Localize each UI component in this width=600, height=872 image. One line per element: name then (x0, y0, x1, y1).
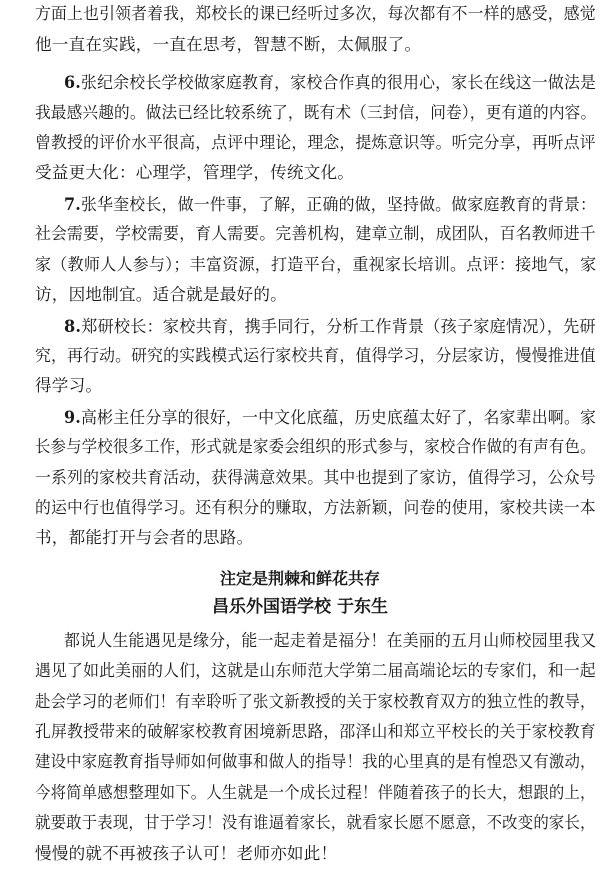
paragraph-line: 就要敢于表现，甘于学习！没有谁逼着家长，就看家长愿不愿意，不改变的家长， (35, 813, 596, 832)
paragraph-line: 社会需要，学校需要，育人需要。完善机构，建章立制，成团队，百名教师进千 (35, 224, 596, 243)
paragraph-line: 究，再行动。研究的实践模式运行家校共育，值得学习，分层家访，慢慢推进值 (35, 346, 596, 365)
list-item-number: 9. (64, 407, 82, 427)
paragraph-line: 建设中家庭教育指导师如何做事和做人的指导！我的心里真的是有惶恐又有激动， (35, 752, 596, 771)
list-item-number: 8. (64, 316, 82, 336)
paragraph-line: 赴会学习的老师们！有幸聆听了张文新教授的关于家校教育双方的独立性的教导， (35, 692, 596, 711)
list-item-text: 张华奎校长，做一件事，了解，正确的做，坚持做。做家庭教育的背景： (81, 195, 597, 214)
paragraph-line: 都说人生能遇见是缘分，能一起走着是福分！在美丽的五月山师校园里我又 (64, 631, 597, 650)
paragraph-line: 慢慢的就不再被孩子认可！老师亦如此！ (35, 844, 338, 863)
list-item-text: 高彬主任分享的很好，一中文化底蕴，历史底蕴太好了，名家辈出啊。家 (81, 408, 597, 427)
list-item-8-line (64, 316, 596, 337)
paragraph-line: 他一直在实践，一直在思考，智慧不断，太佩服了。 (35, 35, 422, 54)
list-item-7-line (64, 194, 596, 215)
paragraph-line: 长参与学校很多工作，形式就是家委会组织的形式参与，家校合作做的有声有色。 (35, 437, 596, 456)
list-item-text: 张纪余校长学校做家庭教育，家校合作真的很用心，家长在线这一做法是 (81, 73, 597, 92)
list-item-9-line (64, 407, 596, 428)
list-item-number: 6. (64, 72, 82, 92)
paragraph-line: 遇见了如此美丽的人们，这就是山东师范大学第二届高端论坛的专家们，和一起 (35, 661, 596, 680)
paragraph-line: 受益更大化：心理学，管理学，传统文化。 (35, 163, 355, 182)
list-item-text: 郑研校长：家校共育，携手同行，分析工作背景（孩子家庭情况），先研 (81, 317, 596, 336)
paragraph-line: 曾教授的评价水平很高，点评中理论，理念，提炼意识等。听完分享，再听点评 (35, 133, 596, 152)
paragraph-line: 的运中行也值得学习。还有积分的赚取，方法新颖，问卷的使用，家校共读一本 (35, 498, 596, 517)
paragraph-line: 书，都能打开与会者的思路。 (35, 528, 254, 547)
paragraph-line: 得学习。 (35, 376, 103, 395)
paragraph-line: 方面上也引领者着我，郑校长的课已经听过多次，每次都有不一样的感受，感觉 (35, 4, 596, 23)
paragraph-line: 今将简单感想整理如下。人生就是一个成长过程！伴随着孩子的长大，想跟的上， (35, 783, 596, 802)
list-item-6-line (64, 72, 596, 93)
paragraph-line: 我最感兴趣的。做法已经比较系统了，既有术（三封信，问卷），更有道的内容。 (35, 103, 597, 122)
paragraph-line: 家（教师人人参与）；丰富资源，打造平台，重视家长培训。点评：接地气，家 (35, 255, 597, 274)
paragraph-line: 访，因地制宜。适合就是最好的。 (35, 285, 287, 304)
article-title: 注定是荆棘和鲜花共存 (219, 569, 380, 588)
article-author: 昌乐外国语学校 于东生 (212, 597, 388, 617)
paragraph-line: 一系列的家校共育活动，获得满意效果。其中也提到了家访，值得学习，公众号 (35, 468, 596, 487)
list-item-number: 7. (64, 194, 82, 214)
paragraph-line: 孔屏教授带来的破解家校教育困境新思路，邵泽山和郑立平校长的关于家校教育 (35, 722, 596, 741)
